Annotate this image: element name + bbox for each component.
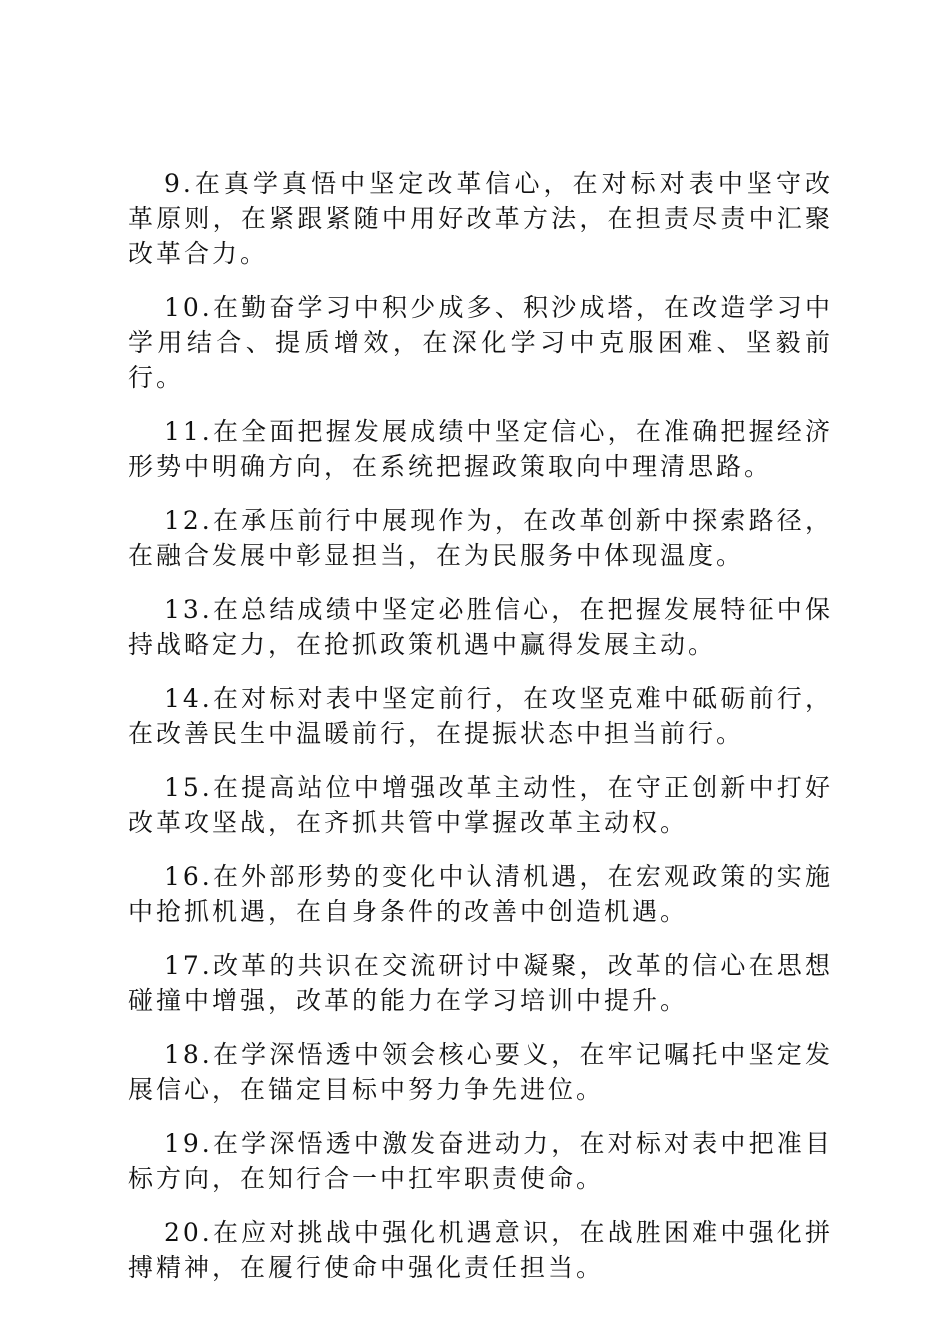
list-item: 19.在学深悟透中激发奋进动力，在对标对表中把准目标方向，在知行合一中扛牢职责使命。	[128, 1129, 833, 1193]
list-item: 13.在总结成绩中坚定必胜信心，在把握发展特征中保持战略定力，在抢抓政策机遇中赢得发展主动。	[128, 595, 833, 659]
list-item: 14.在对标对表中坚定前行，在攻坚克难中砥砺前行，在改善民生中温暖前行，在提振状态中担当前行。	[128, 684, 833, 748]
list-item: 16.在外部形势的变化中认清机遇，在宏观政策的实施中抢抓机遇，在自身条件的改善中创造机遇。	[128, 862, 833, 926]
list-item: 10.在勤奋学习中积少成多、积沙成塔，在改造学习中学用结合、提质增效，在深化学习中克服困难、坚毅前行。	[128, 293, 833, 392]
list-item: 9.在真学真悟中坚定改革信心，在对标对表中坚守改革原则，在紧跟紧随中用好改革方法，在担责尽责中汇聚改革合力。	[128, 169, 833, 268]
list-item: 18.在学深悟透中领会核心要义，在牢记嘱托中坚定发展信心，在锚定目标中努力争先进位。	[128, 1040, 833, 1104]
document-body	[128, 166, 833, 1304]
list-item: 15.在提高站位中增强改革主动性，在守正创新中打好改革攻坚战，在齐抓共管中掌握改革主动权。	[128, 773, 833, 837]
list-item: 12.在承压前行中展现作为，在改革创新中探索路径，在融合发展中彰显担当，在为民服务中体现温度。	[128, 506, 833, 570]
list-item: 17.改革的共识在交流研讨中凝聚，改革的信心在思想碰撞中增强，改革的能力在学习培训中提升。	[128, 951, 833, 1015]
list-item: 20.在应对挑战中强化机遇意识，在战胜困难中强化拼搏精神，在履行使命中强化责任担当。	[128, 1218, 833, 1282]
list-item: 11.在全面把握发展成绩中坚定信心，在准确把握经济形势中明确方向，在系统把握政策取向中理清思路。	[128, 417, 833, 481]
